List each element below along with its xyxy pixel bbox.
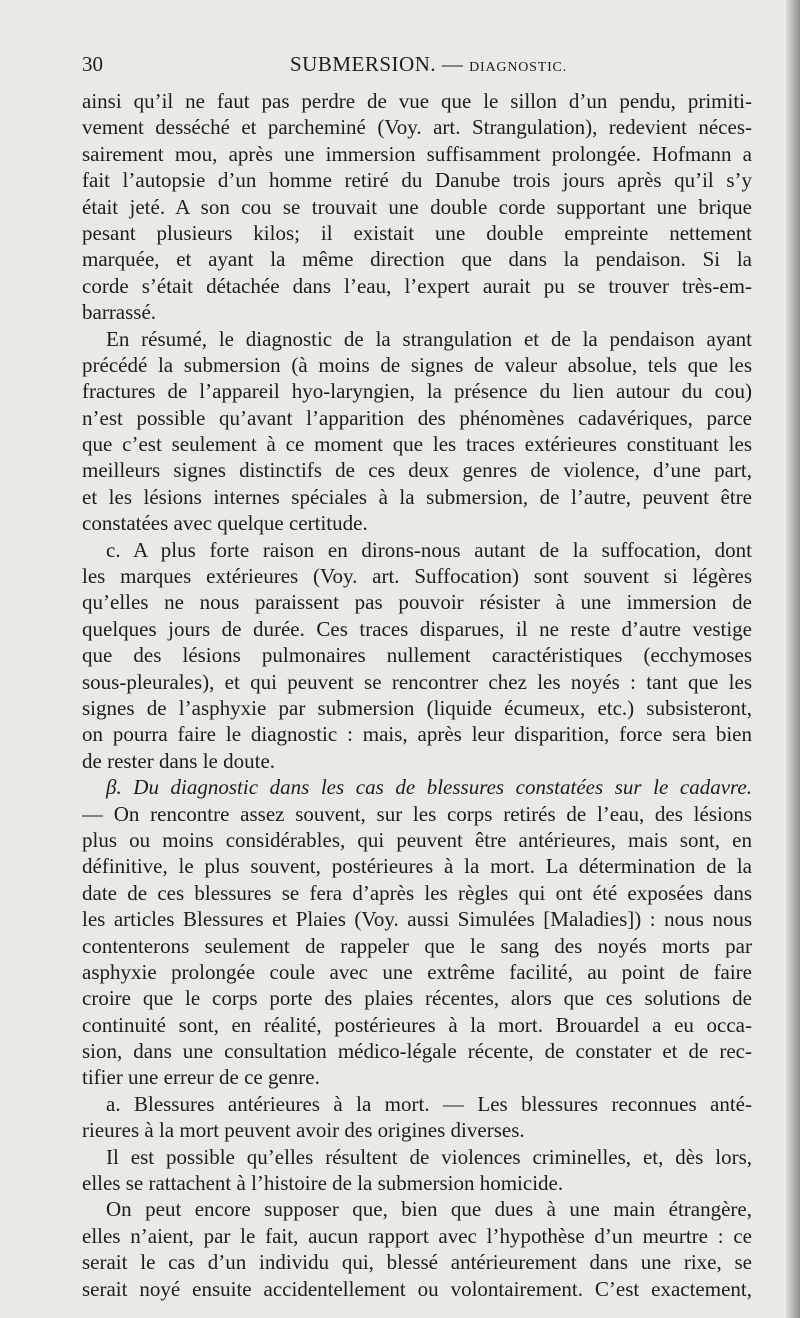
text-line: que c’est seulement à ce moment que les traces extérieures constituant les xyxy=(82,432,752,457)
text-line: — On rencontre assez souvent, sur les corps retirés de l’eau, des lésions xyxy=(82,801,752,826)
text-line: pesant plusieurs kilos; il existait une double empreinte nettement xyxy=(82,220,752,245)
text-line: signes de l’asphyxie par submersion (liquide écumeux, etc.) subsisteront, xyxy=(82,695,752,720)
text-line: asphyxie prolongée coule avec une extrême facilité, au point de faire xyxy=(82,959,752,984)
section-heading-line: β. Du diagnostic dans les cas de blessures constatées sur le cadavre. xyxy=(106,775,752,800)
text-line: On peut encore supposer que, bien que dues à une main étrangère, xyxy=(106,1197,752,1222)
text-line: plus ou moins considérables, qui peuvent être antérieures, mais sont, en xyxy=(82,827,752,852)
text-line: on pourra faire le diagnostic : mais, après leur disparition, force sera bien xyxy=(82,722,752,747)
text-line: En résumé, le diagnostic de la strangulation et de la pendaison ayant xyxy=(106,326,752,351)
text-line: barrassé. xyxy=(82,300,157,325)
text-line: corde s’était détachée dans l’eau, l’expert aurait pu se trouver très-em- xyxy=(82,273,752,298)
text-line: les marques extérieures (Voy. art. Suffocation) sont souvent si légères xyxy=(82,564,752,589)
text-line: ainsi qu’il ne faut pas perdre de vue que le sillon d’un pendu, primiti- xyxy=(82,89,752,113)
text-line: sairement mou, après une immersion suffisamment prolongée. Hofmann a xyxy=(82,141,752,166)
body-text xyxy=(82,88,752,1302)
running-title-main: SUBMERSION. — xyxy=(290,52,464,76)
running-title xyxy=(290,52,567,77)
text-line: précédé la submersion (à moins de signes de valeur absolue, tels que les xyxy=(82,352,752,377)
text-line: constatées avec quelque certitude. xyxy=(82,511,368,536)
text-line: a. Blessures antérieures à la mort. — Les blessures reconnues anté- xyxy=(106,1091,752,1116)
text-line: les articles Blessures et Plaies (Voy. aussi Simulées [Maladies]) : nous nous xyxy=(82,907,752,932)
text-line: Il est possible qu’elles résultent de violences criminelles, et, dès lors, xyxy=(106,1144,752,1169)
text-line: sion, dans une consultation médico-légale récente, de constater et de rec- xyxy=(82,1039,752,1064)
text-line: contenterons seulement de rappeler que le sang des noyés morts par xyxy=(82,933,752,958)
text-line: c. A plus forte raison en dirons-nous autant de la suffocation, dont xyxy=(106,537,752,562)
page-number: 30 xyxy=(82,52,103,76)
text-line: serait noyé ensuite accidentellement ou volontairement. C’est exactement, xyxy=(82,1276,752,1301)
text-line: continuité sont, en réalité, postérieures à la mort. Brouardel a eu occa- xyxy=(82,1012,752,1037)
text-line: vement desséché et parcheminé (Voy. art. Strangulation), redevient néces- xyxy=(82,115,752,140)
text-line: fait l’autopsie d’un homme retiré du Danube trois jours après qu’il s’y xyxy=(82,168,752,193)
text-line: et les lésions internes spéciales à la submersion, de l’autre, peuvent être xyxy=(82,484,752,509)
text-line: définitive, le plus souvent, postérieures à la mort. La détermination de la xyxy=(82,854,752,879)
text-line: marquée, et ayant la même direction que dans la pendaison. Si la xyxy=(82,247,752,272)
text-line: de rester dans le doute. xyxy=(82,748,276,773)
text-line: n’est possible qu’avant l’apparition des phénomènes cadavériques, parce xyxy=(82,405,752,430)
text-line: serait le cas d’un individu qui, blessé antérieurement dans une rixe, se xyxy=(82,1250,752,1275)
text-line: rieures à la mort peuvent avoir des origines diverses. xyxy=(82,1118,525,1143)
text-line: date de ces blessures se fera d’après les règles qui ont été exposées dans xyxy=(82,880,752,905)
text-line: tifier une erreur de ce genre. xyxy=(82,1065,320,1090)
page-edge-shadow xyxy=(786,0,800,1318)
text-line: elles se rattachent à l’histoire de la submersion homicide. xyxy=(82,1171,564,1196)
text-line: croire que le corps porte des plaies récentes, alors que ces solutions de xyxy=(82,986,752,1011)
text-line: elles n’aient, par le fait, aucun rapport avec l’hypothèse d’un meurtre : ce xyxy=(82,1223,752,1248)
text-line: qu’elles ne nous paraissent pas pouvoir résister à une immersion de xyxy=(82,590,752,615)
running-title-sub: DIAGNOSTIC. xyxy=(469,60,567,75)
text-line: meilleurs signes distinctifs de ces deux genres de violence, d’une part, xyxy=(82,458,752,483)
text-line: était jeté. A son cou se trouvait une double corde supportant une brique xyxy=(82,194,752,219)
text-line: quelques jours de durée. Ces traces disparues, il ne reste d’autre vestige xyxy=(82,616,752,641)
text-line: que des lésions pulmonaires nullement caractéristiques (ecchymoses xyxy=(82,643,752,668)
text-line: fractures de l’appareil hyo-laryngien, la présence du lien autour du cou) xyxy=(82,379,752,404)
text-line: sous-pleurales), et qui peuvent se rencontrer chez les noyés : tant que les xyxy=(82,669,752,694)
running-header xyxy=(82,52,752,82)
